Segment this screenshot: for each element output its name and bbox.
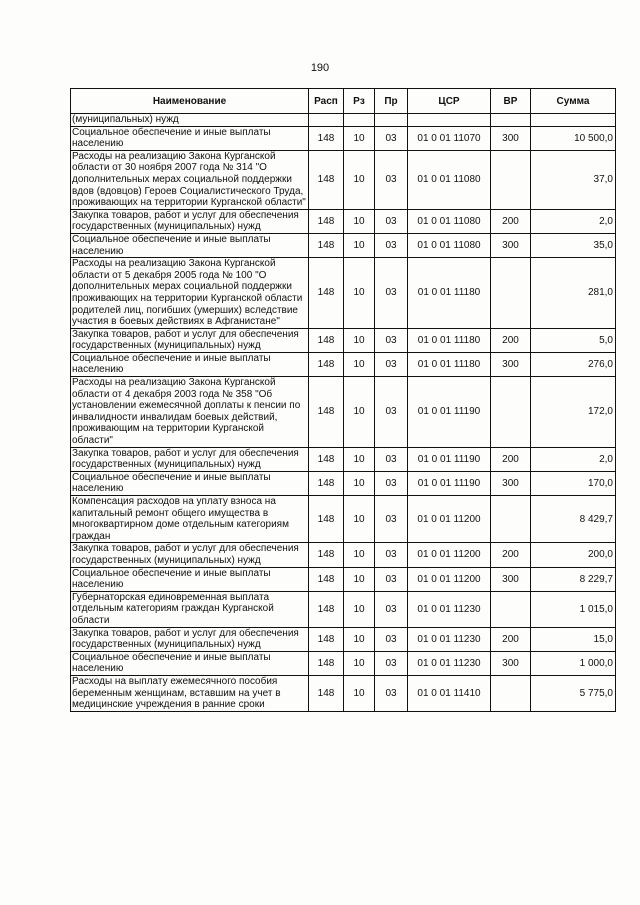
cell-csr: [408, 114, 491, 127]
cell-name: Социальное обеспечение и иные выплаты населению: [71, 126, 309, 150]
cell-rz: 10: [344, 496, 375, 543]
table-row: [71, 675, 616, 711]
cell-rz: 10: [344, 651, 375, 675]
cell-rasp: 148: [309, 233, 344, 257]
cell-rasp: 148: [309, 543, 344, 567]
cell-rz: 10: [344, 150, 375, 209]
table-row: [71, 209, 616, 233]
table-row: [71, 627, 616, 651]
table-row: [71, 543, 616, 567]
header-sum: Сумма: [531, 89, 616, 114]
cell-pr: 03: [375, 651, 408, 675]
cell-pr: 03: [375, 233, 408, 257]
cell-sum: 5,0: [531, 328, 616, 352]
cell-name: Расходы на выплату ежемесячного пособия беременным женщинам, вставшим на учет в медицинские учреждения в ранние сроки: [71, 675, 309, 711]
cell-pr: 03: [375, 209, 408, 233]
cell-rz: 10: [344, 543, 375, 567]
cell-vr: 200: [491, 447, 531, 471]
cell-rasp: 148: [309, 209, 344, 233]
cell-sum: 1 000,0: [531, 651, 616, 675]
table-row: [71, 447, 616, 471]
cell-name: Социальное обеспечение и иные выплаты населению: [71, 352, 309, 376]
cell-pr: 03: [375, 328, 408, 352]
cell-vr: 300: [491, 651, 531, 675]
table-row: [71, 126, 616, 150]
header-csr: ЦСР: [408, 89, 491, 114]
cell-rz: 10: [344, 471, 375, 495]
cell-rz: 10: [344, 258, 375, 329]
cell-pr: 03: [375, 377, 408, 448]
cell-rz: 10: [344, 591, 375, 627]
cell-vr: [491, 591, 531, 627]
table-row: [71, 352, 616, 376]
table-row: [71, 258, 616, 329]
cell-vr: [491, 258, 531, 329]
cell-pr: 03: [375, 496, 408, 543]
cell-csr: 01 0 01 11180: [408, 258, 491, 329]
table-row: [71, 114, 616, 127]
cell-rz: 10: [344, 352, 375, 376]
cell-name: (муниципальных) нужд: [71, 114, 309, 127]
cell-csr: 01 0 01 11190: [408, 377, 491, 448]
cell-name: Закупка товаров, работ и услуг для обеспечения государственных (муниципальных) нужд: [71, 328, 309, 352]
cell-pr: 03: [375, 447, 408, 471]
cell-vr: 200: [491, 627, 531, 651]
table-row: [71, 328, 616, 352]
cell-sum: 5 775,0: [531, 675, 616, 711]
cell-name: Закупка товаров, работ и услуг для обеспечения государственных (муниципальных) нужд: [71, 543, 309, 567]
page-number: 190: [310, 62, 330, 74]
header-pr: Пр: [375, 89, 408, 114]
cell-csr: 01 0 01 11230: [408, 651, 491, 675]
cell-sum: 1 015,0: [531, 591, 616, 627]
cell-rasp: 148: [309, 258, 344, 329]
cell-rasp: [309, 114, 344, 127]
cell-rasp: 148: [309, 675, 344, 711]
cell-rz: 10: [344, 627, 375, 651]
cell-name: Расходы на реализацию Закона Курганской области от 30 ноября 2007 года № 314 "О дополнительных мерах социальной поддержки вдов (вдовцов) Героев Социалистического Труда, проживающих на территории Курганской области": [71, 150, 309, 209]
table-row: [71, 377, 616, 448]
cell-name: Расходы на реализацию Закона Курганской области от 4 декабря 2003 года № 358 "Об установлении ежемесячной доплаты к пенсии по инвалидности инвалидам боевых действий, проживающим на территории Курганской области": [71, 377, 309, 448]
cell-rasp: 148: [309, 447, 344, 471]
cell-rasp: 148: [309, 377, 344, 448]
cell-csr: 01 0 01 11180: [408, 328, 491, 352]
cell-sum: 276,0: [531, 352, 616, 376]
cell-csr: 01 0 01 11080: [408, 150, 491, 209]
cell-sum: 10 500,0: [531, 126, 616, 150]
table-body: [71, 114, 616, 712]
cell-name: Губернаторская единовременная выплата отдельным категориям граждан Курганской области: [71, 591, 309, 627]
cell-rz: 10: [344, 675, 375, 711]
cell-pr: 03: [375, 543, 408, 567]
cell-csr: 01 0 01 11080: [408, 209, 491, 233]
budget-table: [70, 88, 616, 712]
header-name: Наименование: [71, 89, 309, 114]
cell-sum: 8 429,7: [531, 496, 616, 543]
cell-csr: 01 0 01 11230: [408, 627, 491, 651]
cell-pr: 03: [375, 675, 408, 711]
table-header-row: [71, 89, 616, 114]
cell-csr: 01 0 01 11200: [408, 496, 491, 543]
header-rasp: Расп: [309, 89, 344, 114]
cell-pr: [375, 114, 408, 127]
cell-rasp: 148: [309, 651, 344, 675]
cell-rasp: 148: [309, 627, 344, 651]
cell-rz: 10: [344, 328, 375, 352]
table-row: [71, 150, 616, 209]
cell-name: Социальное обеспечение и иные выплаты населению: [71, 233, 309, 257]
cell-name: Закупка товаров, работ и услуг для обеспечения государственных (муниципальных) нужд: [71, 447, 309, 471]
cell-vr: 200: [491, 209, 531, 233]
cell-name: Социальное обеспечение и иные выплаты населению: [71, 567, 309, 591]
cell-sum: 200,0: [531, 543, 616, 567]
cell-vr: 300: [491, 352, 531, 376]
cell-name: Социальное обеспечение и иные выплаты населению: [71, 651, 309, 675]
cell-rasp: 148: [309, 126, 344, 150]
cell-rasp: 148: [309, 567, 344, 591]
cell-vr: [491, 675, 531, 711]
header-vr: ВР: [491, 89, 531, 114]
cell-rasp: 148: [309, 471, 344, 495]
cell-vr: 300: [491, 567, 531, 591]
cell-csr: 01 0 01 11190: [408, 447, 491, 471]
cell-rz: 10: [344, 377, 375, 448]
cell-sum: 172,0: [531, 377, 616, 448]
cell-pr: 03: [375, 567, 408, 591]
cell-csr: 01 0 01 11230: [408, 591, 491, 627]
cell-vr: 300: [491, 233, 531, 257]
table-row: [71, 496, 616, 543]
cell-csr: 01 0 01 11200: [408, 543, 491, 567]
cell-sum: 2,0: [531, 447, 616, 471]
cell-vr: 300: [491, 471, 531, 495]
cell-vr: [491, 114, 531, 127]
cell-name: Социальное обеспечение и иные выплаты населению: [71, 471, 309, 495]
cell-csr: 01 0 01 11190: [408, 471, 491, 495]
cell-rz: 10: [344, 447, 375, 471]
cell-sum: [531, 114, 616, 127]
cell-pr: 03: [375, 471, 408, 495]
cell-pr: 03: [375, 352, 408, 376]
cell-rasp: 148: [309, 352, 344, 376]
cell-sum: 170,0: [531, 471, 616, 495]
cell-sum: 8 229,7: [531, 567, 616, 591]
cell-vr: 300: [491, 126, 531, 150]
cell-vr: [491, 496, 531, 543]
cell-pr: 03: [375, 591, 408, 627]
cell-pr: 03: [375, 627, 408, 651]
cell-rasp: 148: [309, 591, 344, 627]
cell-csr: 01 0 01 11180: [408, 352, 491, 376]
cell-csr: 01 0 01 11070: [408, 126, 491, 150]
cell-sum: 35,0: [531, 233, 616, 257]
cell-name: Расходы на реализацию Закона Курганской области от 5 декабря 2005 года № 100 "О дополнительных мерах социальной поддержки проживающих на территории Курганской области родителей лиц, погибших (умерших) вследствие участия в боевых действиях в Афганистане": [71, 258, 309, 329]
cell-rz: 10: [344, 567, 375, 591]
cell-vr: [491, 150, 531, 209]
cell-rz: 10: [344, 233, 375, 257]
cell-csr: 01 0 01 11080: [408, 233, 491, 257]
cell-rz: 10: [344, 126, 375, 150]
cell-pr: 03: [375, 258, 408, 329]
table-row: [71, 567, 616, 591]
cell-vr: 200: [491, 543, 531, 567]
cell-rasp: 148: [309, 496, 344, 543]
cell-csr: 01 0 01 11200: [408, 567, 491, 591]
cell-rz: 10: [344, 209, 375, 233]
cell-name: Компенсация расходов на уплату взноса на капитальный ремонт общего имущества в многоквартирном доме отдельным категориям граждан: [71, 496, 309, 543]
cell-sum: 15,0: [531, 627, 616, 651]
table-row: [71, 651, 616, 675]
cell-sum: 37,0: [531, 150, 616, 209]
cell-sum: 281,0: [531, 258, 616, 329]
cell-sum: 2,0: [531, 209, 616, 233]
cell-rasp: 148: [309, 150, 344, 209]
cell-pr: 03: [375, 126, 408, 150]
cell-rz: [344, 114, 375, 127]
cell-name: Закупка товаров, работ и услуг для обеспечения государственных (муниципальных) нужд: [71, 627, 309, 651]
table-row: [71, 471, 616, 495]
cell-pr: 03: [375, 150, 408, 209]
cell-rasp: 148: [309, 328, 344, 352]
cell-vr: [491, 377, 531, 448]
cell-name: Закупка товаров, работ и услуг для обеспечения государственных (муниципальных) нужд: [71, 209, 309, 233]
cell-csr: 01 0 01 11410: [408, 675, 491, 711]
header-rz: Рз: [344, 89, 375, 114]
table-row: [71, 591, 616, 627]
cell-vr: 200: [491, 328, 531, 352]
table-row: [71, 233, 616, 257]
